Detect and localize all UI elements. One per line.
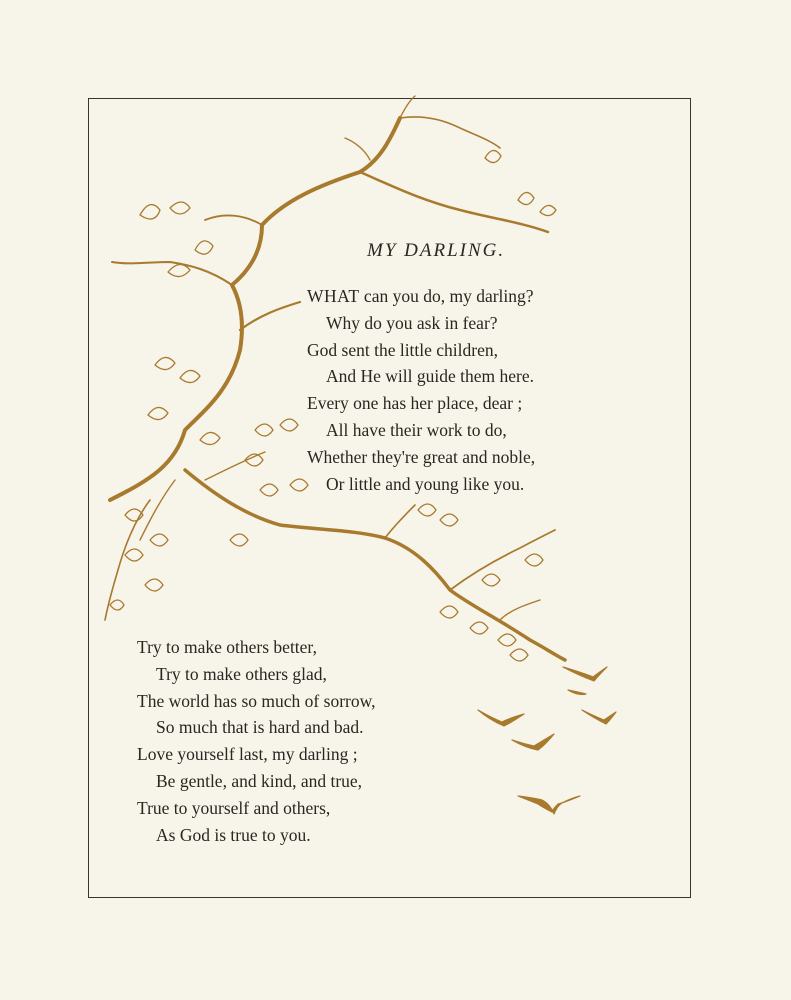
leaf (140, 205, 160, 219)
tree-branch (345, 138, 370, 160)
poem-line: Whether they're great and noble, (307, 446, 536, 467)
poem-line: The world has so much of sorrow, (137, 690, 376, 711)
tree-branch (140, 480, 175, 540)
bird (582, 710, 616, 724)
poem-line: God sent the little children, (307, 339, 498, 360)
poem-stanza-2 (137, 634, 375, 848)
poem-line: Be gentle, and kind, and true, (156, 770, 363, 791)
poem-line-text: can you do, my darling? (359, 286, 534, 306)
poem-initial-word: WHAT (307, 286, 360, 306)
leaf (470, 622, 488, 634)
leaf (155, 357, 175, 369)
leaf (145, 579, 163, 591)
leaf (255, 424, 273, 436)
bird (563, 667, 607, 681)
tree-branch (450, 530, 555, 590)
leaf (195, 241, 213, 254)
leaf (148, 407, 168, 419)
bird (512, 734, 554, 750)
leaf (290, 479, 308, 491)
poem-line: And He will guide them here. (326, 366, 535, 387)
bird (478, 710, 524, 726)
leaf (418, 504, 436, 516)
poem-line: Love yourself last, my darling ; (137, 744, 358, 765)
poem-line: Why do you ask in fear? (326, 312, 498, 333)
leaf (440, 606, 458, 618)
tree-branch (400, 117, 500, 148)
poem-line: Try to make others better, (137, 637, 317, 657)
tree-branch (500, 600, 540, 620)
leaf (110, 600, 124, 610)
poem-line: All have their work to do, (326, 419, 507, 440)
leaf (525, 554, 543, 566)
poem-title: MY DARLING. (367, 240, 506, 261)
tree-branch (385, 505, 415, 538)
poem-line: As God is true to you. (156, 824, 311, 845)
poem-stanza-1 (307, 283, 535, 497)
tree-branch (240, 302, 300, 330)
poem-line: Try to make others glad, (156, 663, 327, 684)
leaf (440, 514, 458, 526)
leaf (200, 432, 220, 444)
poem-line: True to yourself and others, (137, 797, 331, 818)
bird (568, 690, 586, 695)
leaf (518, 192, 534, 204)
tree-branch (400, 96, 415, 118)
leaf (485, 150, 501, 162)
poem-line: So much that is hard and bad. (156, 717, 364, 738)
bird (518, 796, 580, 814)
leaf (498, 634, 516, 646)
leaf (168, 264, 190, 276)
leaf (150, 534, 168, 546)
leaf (125, 549, 143, 561)
leaf (482, 574, 500, 586)
leaf (280, 419, 298, 431)
leaf (510, 649, 528, 661)
leaf (180, 370, 200, 382)
leaf (170, 202, 190, 214)
tree-branch (205, 215, 262, 225)
poem-line: Or little and young like you. (326, 473, 525, 494)
tree-branch (185, 470, 565, 660)
poem-line: Every one has her place, dear ; (307, 393, 523, 414)
poem-line (307, 283, 535, 310)
tree-branch (112, 262, 232, 285)
leaf (230, 534, 248, 546)
leaf (540, 205, 556, 215)
leaf (260, 484, 278, 496)
